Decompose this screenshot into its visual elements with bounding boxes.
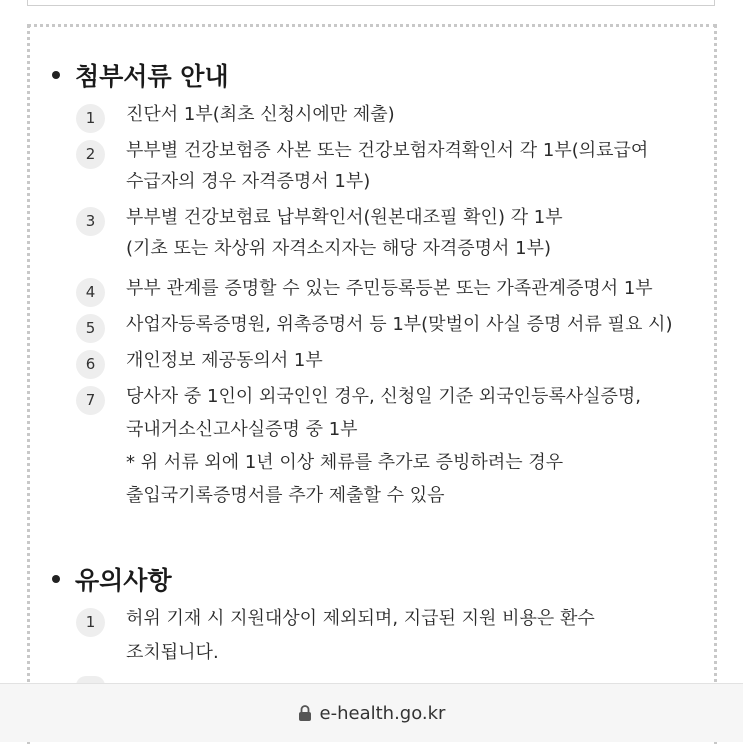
item-number: 7: [76, 386, 105, 415]
browser-address-bar[interactable]: [0, 683, 743, 742]
bullet-icon: [52, 575, 60, 583]
item-number: 6: [76, 350, 105, 379]
lock-icon: [298, 704, 312, 722]
url-display[interactable]: [298, 703, 446, 724]
url-text: e-health.go.kr: [319, 702, 446, 724]
item-text: 조치됩니다.: [126, 642, 219, 663]
section-title-notes: 유의사항: [52, 561, 172, 597]
bullet-icon: [52, 71, 60, 79]
item-text: 허위 기재 시 지원대상이 제외되며, 지급된 지원 비용은 환수: [126, 608, 595, 629]
item-text: 국내거소신고사실증명 중 1부: [126, 419, 358, 440]
item-number: 5: [76, 314, 105, 343]
item-text: 부부별 건강보험증 사본 또는 건강보험자격확인서 각 1부(의료급여: [126, 140, 649, 161]
item-note: 출입국기록증명서를 추가 제출할 수 있음: [126, 485, 445, 506]
section-title-attachments: 첨부서류 안내: [52, 57, 229, 93]
item-text: 부부별 건강보험료 납부확인서(원본대조필 확인) 각 1부: [126, 207, 563, 228]
item-number: 1: [76, 608, 105, 637]
previous-content-box: [27, 0, 715, 6]
item-text: 부부 관계를 증명할 수 있는 주민등록등본 또는 가족관계증명서 1부: [126, 278, 653, 299]
item-text: 사업자등록증명원, 위촉증명서 등 1부(맞벌이 사실 증명 서류 필요 시): [126, 314, 673, 335]
item-text: 개인정보 제공동의서 1부: [126, 350, 323, 371]
item-text: 당사자 중 1인이 외국인인 경우, 신청일 기준 외국인등록사실증명,: [126, 386, 642, 407]
item-text: 진단서 1부(최초 신청시에만 제출): [126, 104, 395, 125]
item-number: 2: [76, 140, 105, 169]
info-panel: [27, 24, 717, 744]
item-number: 3: [76, 207, 105, 236]
item-text: 수급자의 경우 자격증명서 1부): [126, 171, 371, 192]
item-number: 4: [76, 278, 105, 307]
item-note: * 위 서류 외에 1년 이상 체류를 추가로 증빙하려는 경우: [126, 452, 564, 473]
item-number: 1: [76, 104, 105, 133]
item-text: (기초 또는 차상위 자격소지자는 해당 자격증명서 1부): [126, 238, 551, 259]
